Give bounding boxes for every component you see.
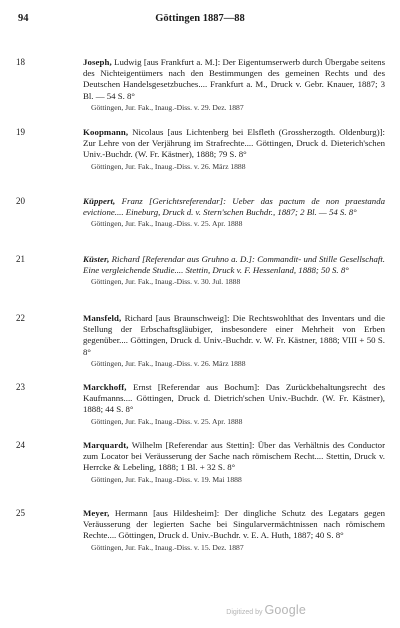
entry-note: Göttingen, Jur. Fak., Inaug.-Diss. v. 26. März 1888 bbox=[91, 358, 246, 368]
author-name: Küster, bbox=[83, 254, 110, 264]
author-name: Joseph, bbox=[83, 57, 112, 67]
author-name: Küppert, bbox=[83, 196, 116, 206]
entry-details: Ernst [Referendar aus Bochum]: Das Zurückbehaltungsrecht des Kaufmanns.... Göttingen, Druck d. Dietrich'schen Univ.-Buchdr. (W. Fr. Kästner), 1888; 44 S. 8° bbox=[83, 382, 386, 415]
watermark-prefix: Digitized by bbox=[226, 609, 263, 616]
entry-citation bbox=[83, 57, 385, 102]
entry-number: 23 bbox=[16, 382, 25, 392]
entry-number: 21 bbox=[16, 254, 25, 264]
page-number: 94 bbox=[18, 13, 29, 24]
entry-number: 20 bbox=[16, 196, 25, 206]
author-name: Mansfeld, bbox=[83, 313, 122, 323]
dissertation-entry bbox=[14, 382, 384, 427]
dissertation-entry bbox=[14, 508, 384, 553]
entry-note: Göttingen, Jur. Fak., Inaug.-Diss. v. 19. Mai 1888 bbox=[91, 474, 242, 484]
author-name: Marquardt, bbox=[83, 440, 129, 450]
author-name: Marckhoff, bbox=[83, 382, 127, 392]
entry-citation bbox=[83, 440, 385, 474]
dissertation-entry bbox=[14, 313, 384, 369]
author-name: Meyer, bbox=[83, 508, 110, 518]
entry-note: Göttingen, Jur. Fak., Inaug.-Diss. v. 25. Apr. 1888 bbox=[91, 219, 243, 229]
entry-citation bbox=[83, 382, 385, 416]
entry-details: Richard [Referendar aus Gruhno a. D.]: Commandit- und Stille Gesellschaft. Eine vergleichende Studie.... Stettin, Druck v. F. Hessenland, 1888; 50 S. 8° bbox=[83, 254, 386, 276]
entry-citation bbox=[83, 254, 385, 276]
entry-details: Hermann [aus Hildesheim]: Der dingliche Schutz des Legatars gegen Veräusserung der legierten Sache bei Singularvermächtnissen nach römischem Rechte.... Göttingen, Druck d. Univ.-Buchdr. v. E. A. Huth, 1887; 40 S. 8° bbox=[83, 508, 385, 541]
entry-citation bbox=[83, 196, 385, 218]
entry-note: Göttingen, Jur. Fak., Inaug.-Diss. v. 25. Apr. 1888 bbox=[91, 416, 243, 426]
entry-number: 24 bbox=[16, 440, 25, 450]
entry-details: Ludwig [aus Frankfurt a. M.]: Der Eigentumserwerb durch Übergabe seitens des Nichteigentümers nach den Bestimmungen des gemeinen Rechts und des Deutschen Handelsgesetzbuches.... Frankfurt a. M., Druck v. Gebr. Knauer, 1887; 3 Bl. — 54 S. 8° bbox=[83, 57, 385, 101]
dissertation-entry bbox=[14, 196, 384, 229]
author-name: Koopmann, bbox=[83, 127, 129, 137]
entry-details: Richard [aus Braunschweig]: Die Rechtswohlthat des Inventars und die Stellung der Erbschaftsgläubiger, insbesondere einer Mehrheit von Erben gegenüber.... Göttingen, Druck d. Univ.-Buchdr. v. W. Fr. Kästner, 1888; VIII + 50 S. 8° bbox=[83, 313, 385, 357]
entry-citation bbox=[83, 127, 385, 161]
entry-note: Göttingen, Jur. Fak., Inaug.-Diss. v. 15. Dez. 1887 bbox=[91, 542, 244, 552]
entry-note: Göttingen, Jur. Fak., Inaug.-Diss. v. 29. Dez. 1887 bbox=[91, 102, 244, 112]
entry-details: Nicolaus [aus Lichtenberg bei Elsfleth (Grossherzogth. Oldenburg)]: Zur Lehre von der Verjährung im Strafrechte.... Göttingen, Druck d. Dieterich'schen Univ.-Buchdr. (W. Fr. Kästner), 1888; 79 S. 8° bbox=[83, 127, 385, 160]
entry-note: Göttingen, Jur. Fak., Inaug.-Diss. v. 30. Jul. 1888 bbox=[91, 277, 241, 287]
running-head: Göttingen 1887—88 bbox=[155, 13, 245, 24]
entry-note: Göttingen, Jur. Fak., Inaug.-Diss. v. 26. März 1888 bbox=[91, 161, 246, 171]
entry-number: 22 bbox=[16, 313, 25, 323]
entry-details: Franz [Gerichtsreferendar]: Ueber das pactum de non praestanda evictione.... Eineburg, Druck d. v. Stern'schen Buchdr., 1887; 2 Bl. — 54 S. 8° bbox=[83, 196, 386, 218]
entry-citation bbox=[83, 508, 385, 542]
google-logo: Google bbox=[264, 603, 306, 617]
entry-number: 18 bbox=[16, 57, 25, 67]
dissertation-entry bbox=[14, 254, 384, 287]
entry-number: 19 bbox=[16, 127, 25, 137]
entry-number: 25 bbox=[16, 508, 25, 518]
dissertation-entry bbox=[14, 57, 384, 113]
entry-details: Wilhelm [Referendar aus Stettin]: Über das Verhältnis des Conductor zum Locator bei Veräusserung der Sache nach römischem Recht.... Stettin, Druck v. Herrcke & Lebeling, 1888; 1 Bl. + 32 S. 8° bbox=[83, 440, 386, 473]
entry-citation bbox=[83, 313, 385, 358]
page-header bbox=[14, 13, 386, 27]
dissertation-entry bbox=[14, 127, 384, 172]
digitized-watermark bbox=[226, 603, 306, 617]
dissertation-entry bbox=[14, 440, 384, 485]
